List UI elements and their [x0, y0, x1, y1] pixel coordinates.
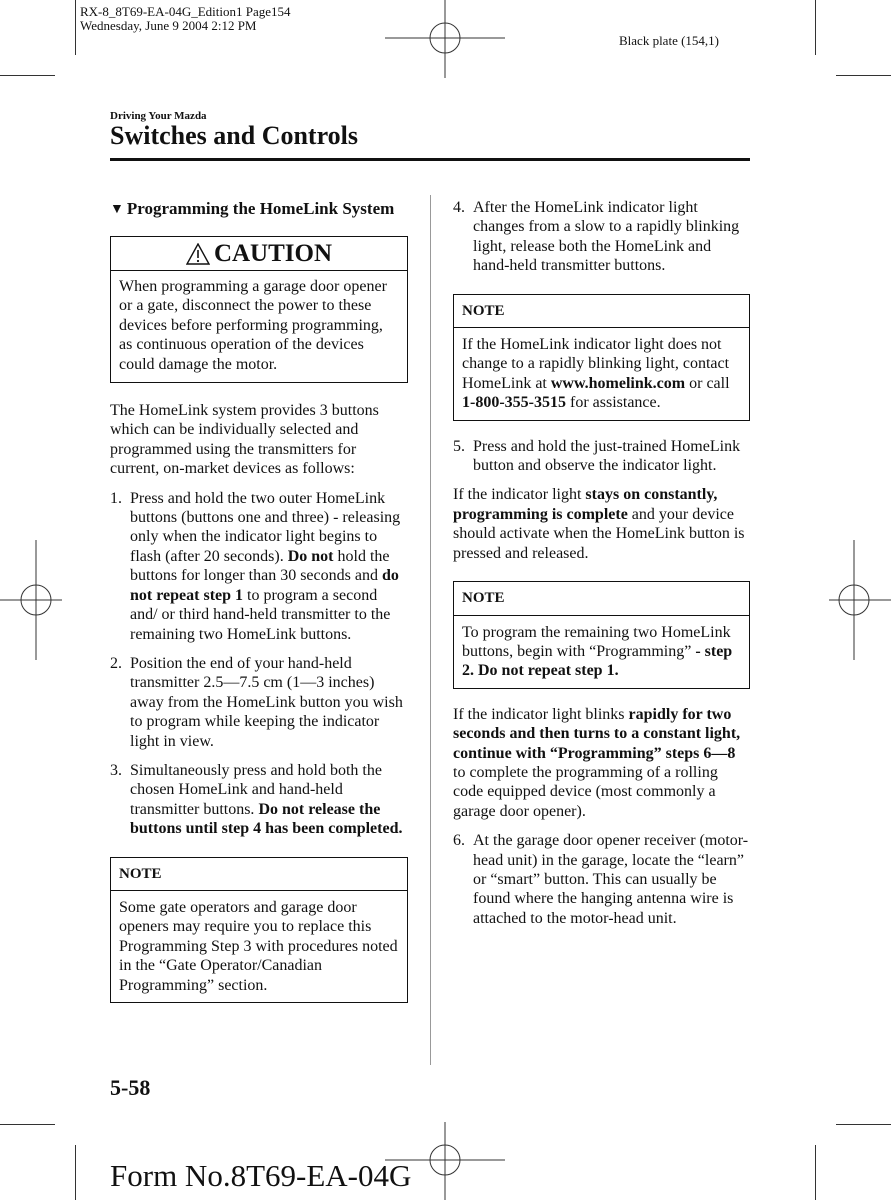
bold-text: stays on constantly, programming is complete — [453, 486, 718, 523]
note-box — [110, 857, 408, 1003]
section-label: Driving Your Mazda — [110, 110, 207, 122]
bold-text: Do not release the buttons until step 4 has been completed. — [130, 800, 403, 838]
paragraph — [453, 485, 750, 563]
crop-mark — [836, 1124, 891, 1125]
caution-text: When programming a garage door opener or a gate, disconnect the power to these devices before performing programming, as continuous operation of the devices could damage the motor. — [119, 278, 387, 373]
item-text: After the HomeLink indicator light changes from a slow to a rapidly blinking light, release both the HomeLink and hand-held transmitter buttons. — [473, 199, 740, 275]
warning-triangle-icon — [186, 243, 210, 265]
item-text: Position the end of your hand-held transmitter 2.5―7.5 cm (1―3 inches) away from the HomeLink button you wish to program while keeping the indicator light in view. — [130, 654, 403, 750]
text-run: If the indicator light — [453, 486, 586, 504]
registration-mark-icon — [0, 540, 62, 660]
text-run: to complete the programming of a rolling code equipped device (most commonly a garage door opener). — [453, 763, 718, 820]
bold-text: rapidly for two seconds and then turns to a constant light, continue with “Programming” steps 6―8 — [453, 705, 741, 762]
item-number: 5. — [453, 437, 465, 455]
crop-mark — [75, 0, 76, 55]
left-column — [110, 198, 408, 1019]
intro-paragraph: The HomeLink system provides 3 buttons which can be individually selected and programmed using the transmitters for current, on-market devices as follows: — [110, 402, 379, 478]
item-text: At the garage door opener receiver (motor-head unit) in the garage, locate the “learn” or “smart” button. This can usually be found where the hanging antenna wire is attached to the motor-head unit. — [473, 832, 749, 927]
list-item — [453, 831, 750, 928]
text-run: If the indicator light blinks — [453, 705, 629, 723]
column-divider — [430, 195, 431, 1065]
crop-mark — [0, 1124, 55, 1125]
bold-text: do not repeat step 1 — [130, 567, 399, 604]
note-box — [453, 294, 750, 421]
subheading-text: Programming the HomeLink System — [126, 199, 395, 218]
registration-mark-icon — [829, 540, 891, 660]
right-column — [453, 198, 750, 938]
caution-box — [110, 236, 408, 383]
bold-text: - step 2. Do not repeat step 1. — [462, 642, 733, 680]
text-run: for assistance. — [565, 394, 661, 412]
note-header: NOTE — [454, 295, 749, 328]
list-item — [110, 489, 408, 644]
text-run: and your device should activate when the HomeLink button is pressed and released. — [453, 505, 745, 562]
crop-mark — [836, 75, 891, 76]
list-item — [110, 761, 408, 839]
text-run: Simultaneously press and hold both the chosen HomeLink and hand-held transmitter buttons. — [130, 761, 382, 818]
item-number: 3. — [110, 761, 122, 779]
note-text — [454, 328, 749, 420]
subheading — [110, 198, 408, 220]
text-run: to program a second and/ or third hand-held transmitter to the remaining two HomeLink buttons. — [130, 586, 391, 643]
plate-label: Black plate (154,1) — [619, 33, 719, 48]
crop-mark — [0, 75, 55, 76]
text-run: To program the remaining two HomeLink buttons, begin with “Programming” — [462, 623, 731, 660]
note-box — [453, 581, 750, 689]
caution-header — [111, 237, 407, 271]
item-text: Press and hold the just-trained HomeLink button and observe the indicator light. — [473, 437, 741, 475]
item-number: 2. — [110, 654, 122, 672]
item-number: 1. — [110, 489, 122, 507]
website-link[interactable]: www.homelink.com — [550, 374, 686, 392]
page-title: Switches and Controls — [110, 121, 359, 150]
text-run: If the HomeLink indicator light does not change to a rapidly blinking light, contact HomeLink at — [462, 336, 730, 392]
list-item — [110, 654, 408, 751]
item-text — [130, 761, 408, 839]
caution-title: CAUTION — [213, 240, 333, 268]
text-run: or call — [685, 374, 730, 392]
list-item — [453, 437, 750, 476]
bold-text: Do not — [287, 547, 334, 565]
crop-mark — [815, 1145, 816, 1200]
list-item — [453, 198, 750, 276]
note-header: NOTE — [111, 858, 407, 891]
print-info-line: Wednesday, June 9 2004 2:12 PM — [80, 18, 257, 33]
text-run: hold the buttons for longer than 30 seconds and — [130, 547, 390, 585]
item-number: 4. — [453, 199, 465, 216]
form-number: Form No.8T69-EA-04G — [110, 1158, 412, 1193]
item-text — [130, 489, 408, 644]
registration-mark-icon — [385, 0, 505, 80]
title-rule — [110, 158, 750, 161]
crop-mark — [815, 0, 816, 55]
item-number: 6. — [453, 832, 465, 850]
print-info — [80, 5, 291, 33]
triangle-bullet-icon: ▼ — [110, 202, 124, 217]
phone-number: 1-800-355-3515 — [462, 394, 566, 412]
crop-mark — [75, 1145, 76, 1200]
note-text: Some gate operators and garage door openers may require you to replace this Programming Step 3 with procedures noted in the “Gate Operator/Canadian Programming” section. — [119, 898, 398, 994]
page-number: 5-58 — [110, 1075, 151, 1100]
note-text — [454, 616, 749, 688]
print-info-line: RX-8_8T69-EA-04G_Edition1 Page154 — [80, 4, 291, 19]
paragraph — [453, 705, 750, 821]
note-header: NOTE — [454, 582, 749, 615]
text-run: Press and hold the two outer HomeLink buttons (buttons one and three) - releasing only when the indicator light begins to flash (after 20 seconds). — [130, 489, 401, 565]
